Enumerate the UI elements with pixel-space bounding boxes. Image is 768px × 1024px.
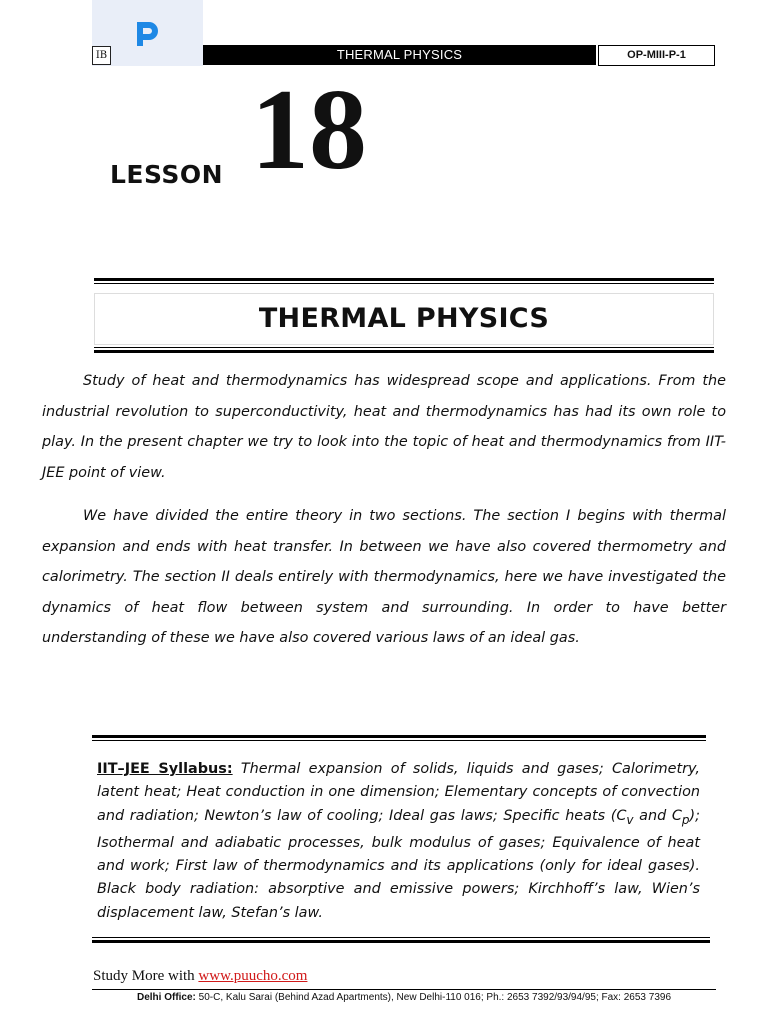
header-title: THERMAL PHYSICS bbox=[203, 45, 596, 65]
intro-paragraph-2: We have divided the entire theory in two sections. The section I begins with thermal expansion and ends with heat transfer. In between we have also covered thermometry and calorimetry. The section II deals entirely with thermodynamics, here we have investigated the dynamics of heat flow between system and surrounding. In order to have better understanding of these we have also covered various laws of an ideal gas. bbox=[42, 508, 726, 646]
page-code: OP-MIII-P-1 bbox=[598, 45, 715, 66]
office-address: 50-C, Kalu Sarai (Behind Azad Apartments), New Delhi-110 016; Ph.: 2653 7392/93/94/95; Fax: 2653 7396 bbox=[195, 992, 672, 1003]
syllabus-text-1: Thermal expansion of solids, liquids and gases; Calorimetry, latent heat; Heat conduction in one dimension; Elementary concepts of convection and radiation; Newton’s law of cooling; Ideal gas laws; Specific heats (C bbox=[97, 761, 700, 824]
footer-address bbox=[92, 992, 716, 1003]
lesson-number: 18 bbox=[251, 66, 367, 194]
title-top-rule bbox=[94, 278, 714, 284]
subscript-v: v bbox=[626, 812, 634, 827]
document-icon: IB bbox=[92, 46, 111, 65]
lesson-label: LESSON bbox=[110, 160, 224, 189]
p-logo-icon bbox=[134, 18, 162, 50]
website-link[interactable]: www.puucho.com bbox=[198, 968, 308, 984]
syllabus-text-3: ); Isothermal and adiabatic processes, bulk modulus of gases; Equivalence of heat and work; First law of thermodynamics and its applications (only for ideal gases). Black body radiation: absorptive and emissive powers; Kirchhoff’s law, Wien’s displacement law, Stefan’s law. bbox=[97, 807, 700, 921]
subscript-p: p bbox=[681, 812, 690, 827]
syllabus-bottom-rule bbox=[92, 937, 710, 943]
syllabus-text-2: and C bbox=[633, 807, 682, 824]
syllabus-block bbox=[97, 758, 700, 925]
intro-paragraph-1: Study of heat and thermodynamics has widespread scope and applications. From the industrial revolution to superconductivity, heat and thermodynamics has had its own role to play. In the present chapter we try to look into the topic of heat and thermodynamics from IIT-JEE point of view. bbox=[42, 373, 726, 481]
title-bottom-rule bbox=[94, 347, 714, 353]
syllabus-label: IIT–JEE Syllabus: bbox=[97, 761, 233, 777]
footer-divider bbox=[92, 989, 716, 990]
syllabus-top-rule bbox=[92, 735, 706, 741]
office-label: Delhi Office: bbox=[136, 992, 196, 1003]
footer-study bbox=[93, 968, 307, 985]
chapter-title: THERMAL PHYSICS bbox=[94, 293, 714, 345]
footer-study-text: Study More with bbox=[93, 968, 199, 984]
